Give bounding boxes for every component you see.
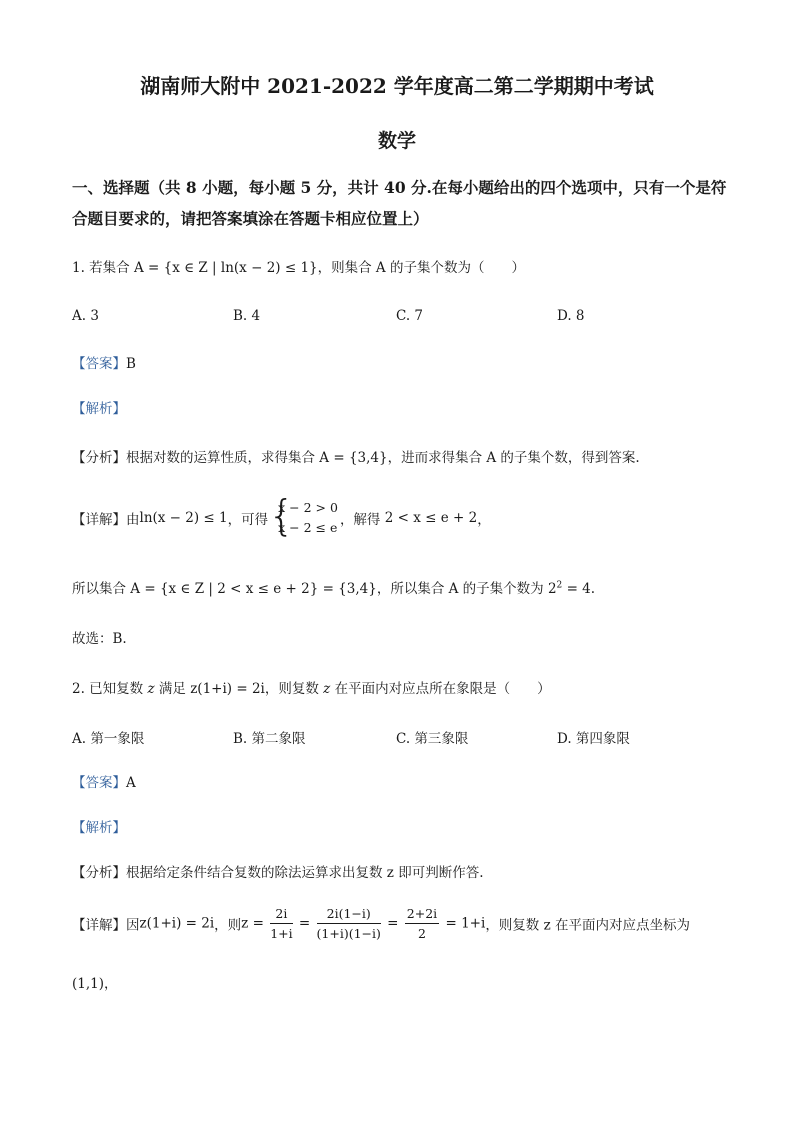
q1-inequality-system — [268, 491, 338, 540]
q2-detail-equation: z(1+i) = 2i — [139, 915, 215, 932]
q1-detail-range: 2 < x ≤ e + 2 — [384, 510, 478, 526]
q1-system-row1: x − 2 > 0 — [278, 500, 338, 515]
fenxi-label-2: 【分析】 — [72, 865, 126, 881]
q1-option-b: B. 4 — [233, 308, 261, 324]
subject-title: 数学 — [377, 130, 416, 152]
q1-power-base: 2 — [547, 581, 557, 597]
q2-stem-pre: 2. 已知复数 — [72, 681, 148, 697]
q2-coordinate: (1,1)， — [72, 976, 118, 992]
q2-detail-z: z = — [241, 915, 269, 932]
q2-option-b: B. 第二象限 — [233, 731, 306, 747]
q1-option-c: C. 7 — [396, 308, 424, 324]
q1-stem-pre: 1. 若集合 — [72, 260, 134, 276]
q2-equation: z(1+i) = 2i — [190, 681, 265, 697]
q2-detail-mid: ，则 — [214, 917, 242, 934]
q2-fenxi — [72, 861, 484, 881]
q1-line2-end: . — [590, 581, 596, 597]
q1-detail-mid2: ，解得 — [339, 512, 385, 528]
q2-stem-mid: 满足 — [154, 681, 191, 697]
q2-detail — [72, 906, 690, 941]
q2-stem-post2: 在平面内对应点所在象限是（ ） — [330, 681, 551, 697]
q1-detail — [72, 491, 491, 540]
q2-fraction-2 — [317, 906, 381, 941]
q1-answer-value: B — [126, 356, 136, 372]
q2-detail-pre: 因 — [126, 917, 140, 934]
q1-detail-pre: 由 — [126, 512, 140, 528]
q2-fraction-1 — [270, 906, 292, 941]
page-title: 湖南师大附中 2021-2022 学年度高二第二学期期中考试 — [140, 74, 654, 98]
q2-fraction-3-numerator: 2+2i — [405, 906, 439, 924]
answer-label-2: 【答案】 — [72, 775, 126, 791]
q2-equals-1: = — [294, 915, 315, 932]
section-heading-line1: 一、选择题（共 8 小题，每小题 5 分，共计 40 分.在每小题给出的四个选项中，只有一个是符 — [72, 178, 727, 197]
q1-stem — [72, 256, 525, 276]
q1-set-formula: A = {x ∈ Z | ln(x − 2) ≤ 1} — [133, 260, 318, 276]
q1-option-d: D. 8 — [557, 308, 585, 324]
q1-power-result: = 4 — [562, 581, 591, 597]
q1-fenxi — [72, 446, 640, 466]
q1-detail-end: ， — [477, 512, 491, 528]
q2-stem — [72, 677, 551, 697]
q2-equals-2: = — [382, 915, 403, 932]
q2-fenxi-text: 根据给定条件结合复数的除法运算求出复数 z 即可判断作答. — [126, 865, 484, 881]
detail-label-2: 【详解】 — [72, 917, 126, 934]
q1-line2-pre: 所以集合 — [72, 581, 131, 597]
q2-fraction-2-numerator: 2i(1−i) — [317, 906, 381, 924]
brace-icon: { — [268, 491, 295, 540]
q2-option-d: D. 第四象限 — [557, 731, 630, 747]
q2-z-symbol: z — [147, 681, 155, 697]
q2-stem-post1: ，则复数 — [264, 681, 324, 697]
q2-detail-post: ，则复数 z 在平面内对应点坐标为 — [485, 917, 691, 934]
q2-fraction-1-numerator: 2i — [270, 906, 292, 924]
q1-detail-line2 — [72, 577, 595, 597]
q1-system-row2: x − 2 ≤ e — [278, 520, 338, 535]
q2-detail-result: = 1+i — [441, 915, 486, 932]
q1-power-expression — [548, 581, 591, 597]
q1-fenxi-formula: A = {3,4} — [319, 450, 388, 466]
q2-fraction-3 — [405, 906, 439, 941]
q1-detail-log: ln(x − 2) ≤ 1 — [139, 510, 228, 526]
q1-conclusion: 故选：B. — [72, 631, 127, 647]
q1-line2-mid: ，所以集合 A 的子集个数为 — [376, 581, 548, 597]
q1-answer — [72, 352, 136, 372]
q2-answer — [72, 771, 136, 791]
q1-stem-post: ，则集合 A 的子集个数为（ ） — [317, 260, 525, 276]
q1-fenxi-post: ，进而求得集合 A 的子集个数，得到答案. — [387, 450, 640, 466]
q1-fenxi-pre: 根据对数的运算性质，求得集合 — [126, 450, 320, 466]
q2-analysis-label: 【解析】 — [72, 820, 126, 836]
q1-line2-formula: A = {x ∈ Z | 2 < x ≤ e + 2} = {3,4} — [130, 581, 377, 597]
q2-option-c: C. 第三象限 — [396, 731, 469, 747]
answer-label: 【答案】 — [72, 356, 126, 372]
q2-z-symbol-2: z — [323, 681, 331, 697]
q1-power-exponent: 2 — [556, 580, 563, 591]
q2-fraction-2-denominator: (1+i)(1−i) — [316, 926, 381, 941]
q2-answer-value: A — [126, 775, 136, 791]
q2-option-a: A. 第一象限 — [72, 731, 145, 747]
q2-fraction-1-denominator: 1+i — [270, 926, 293, 941]
q2-fraction-3-denominator: 2 — [418, 926, 426, 941]
fenxi-label: 【分析】 — [72, 450, 126, 466]
q1-analysis-label: 【解析】 — [72, 401, 126, 417]
q1-option-a: A. 3 — [72, 308, 99, 324]
section-heading — [72, 172, 726, 234]
section-heading-line2: 合题目要求的，请把答案填涂在答题卡相应位置上） — [72, 209, 429, 228]
detail-label: 【详解】 — [72, 512, 126, 528]
q1-detail-mid: ，可得 — [227, 512, 269, 528]
